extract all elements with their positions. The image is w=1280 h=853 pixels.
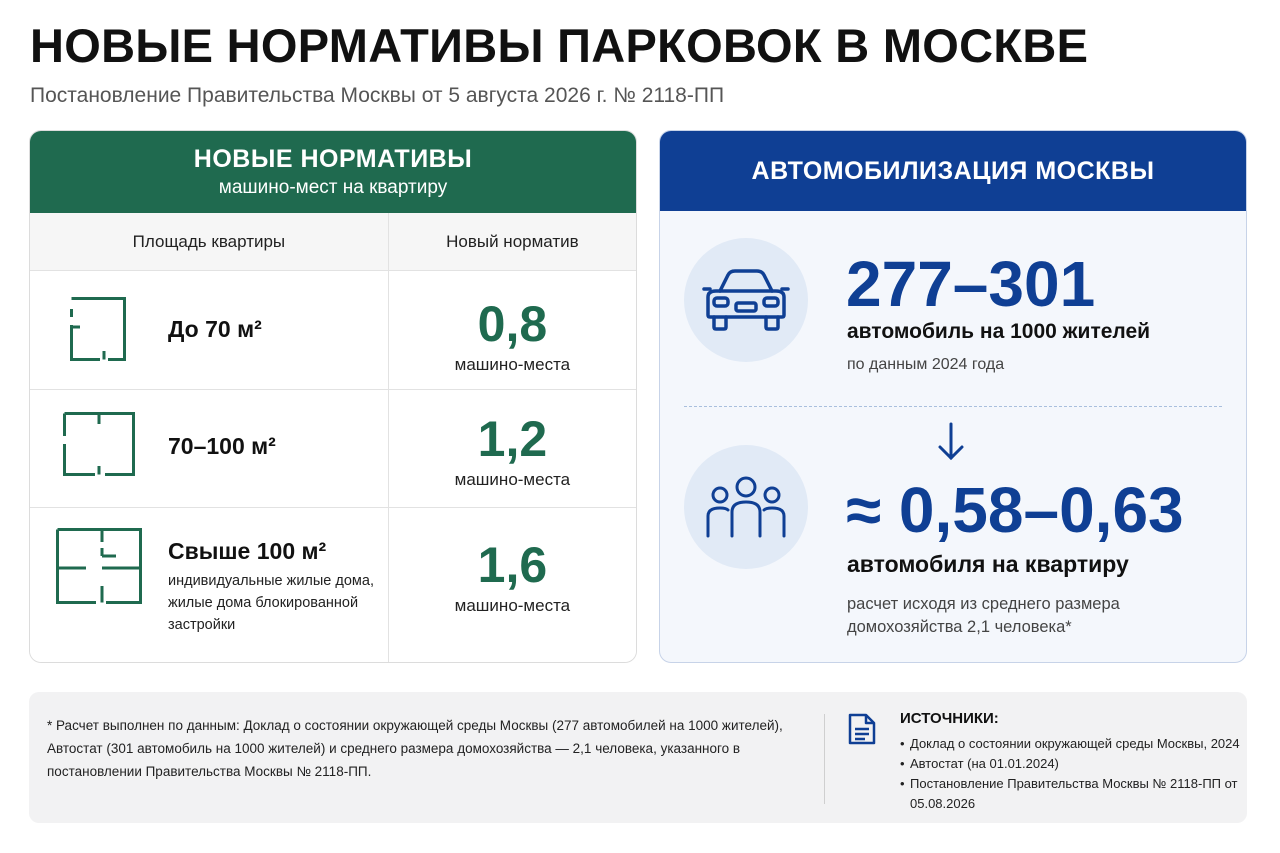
- footer: [29, 692, 1247, 823]
- norm-value: 1,6: [477, 537, 548, 593]
- source-item: • Доклад о состоянии окружающей среды Москвы, 2024: [900, 734, 1240, 754]
- floor-plan-icon: [56, 528, 142, 604]
- document-icon: [847, 712, 877, 746]
- norm-unit: машино-места: [454, 355, 571, 374]
- footnote: * Расчет выполнен по данным: Доклад о состоянии окружающей среды Москвы (277 автомобилей на 1000 жителей), Автостат (301 автомобиль на 1000 жителей) и среднего размера домохозяйства — 2,1 человека, указанного в постановлении Правительства Москвы № 2118-ПП.: [47, 718, 783, 779]
- table-row: [30, 390, 636, 508]
- footer-divider: [824, 714, 825, 804]
- sources-title: ИСТОЧНИКИ:: [900, 710, 999, 727]
- divider: [684, 406, 1222, 407]
- stat-cars-per-1000: 277–301: [846, 248, 1096, 320]
- car-icon: [700, 267, 792, 333]
- norms-header: [30, 131, 636, 213]
- stat-cars-per-1000-label: автомобиль на 1000 жителей: [847, 320, 1151, 343]
- col-norm-header: Новый норматив: [446, 231, 579, 251]
- norm-unit: машино-места: [454, 470, 571, 489]
- norms-subtitle: машино-мест на квартиру: [218, 177, 448, 198]
- area-note: индивидуальные жилые дома, жилые дома блокированной застройки: [168, 573, 374, 633]
- table-row: [30, 508, 636, 662]
- norms-card: [29, 130, 637, 663]
- people-icon: [704, 476, 788, 538]
- table-row: [30, 271, 636, 390]
- norm-value: 0,8: [477, 296, 548, 352]
- motorization-title: АВТОМОБИЛИЗАЦИЯ МОСКВЫ: [660, 131, 1246, 211]
- stat-cars-per-1000-note: по данным 2024 года: [847, 356, 1005, 373]
- stat-cars-per-apartment-label: автомобиля на квартиру: [847, 551, 1129, 577]
- norms-table-header: [30, 213, 636, 271]
- norms-table: [30, 213, 636, 662]
- stat-cars-per-apartment-note: расчет исходя из среднего размера домохозяйства 2,1 человека*: [847, 595, 1120, 636]
- area-label: До 70 м²: [168, 316, 262, 342]
- source-item: • Автостат (на 01.01.2024): [900, 754, 1240, 774]
- floor-plan-icon: [63, 412, 135, 476]
- motorization-card: [659, 130, 1247, 663]
- area-label: Свыше 100 м²: [168, 538, 327, 564]
- page-subtitle: Постановление Правительства Москвы от 5 августа 2026 г. № 2118-ПП: [30, 84, 725, 107]
- floor-plan-icon: [70, 297, 126, 361]
- area-label: 70–100 м²: [168, 433, 276, 459]
- norm-value: 1,2: [477, 411, 548, 467]
- source-item: • Постановление Правительства Москвы № 2118-ПП от 05.08.2026: [900, 774, 1240, 814]
- car-icon-circle: [684, 238, 808, 362]
- sources-list: [900, 734, 1240, 814]
- arrow-down-icon: [936, 422, 966, 462]
- norm-unit: машино-места: [454, 596, 571, 615]
- stat-cars-per-apartment: ≈ 0,58–0,63: [846, 474, 1184, 546]
- people-icon-circle: [684, 445, 808, 569]
- page-title: НОВЫЕ НОРМАТИВЫ ПАРКОВОК В МОСКВЕ: [30, 19, 1089, 72]
- col-area-header: Площадь квартиры: [30, 213, 389, 270]
- norms-title: НОВЫЕ НОРМАТИВЫ: [193, 145, 473, 173]
